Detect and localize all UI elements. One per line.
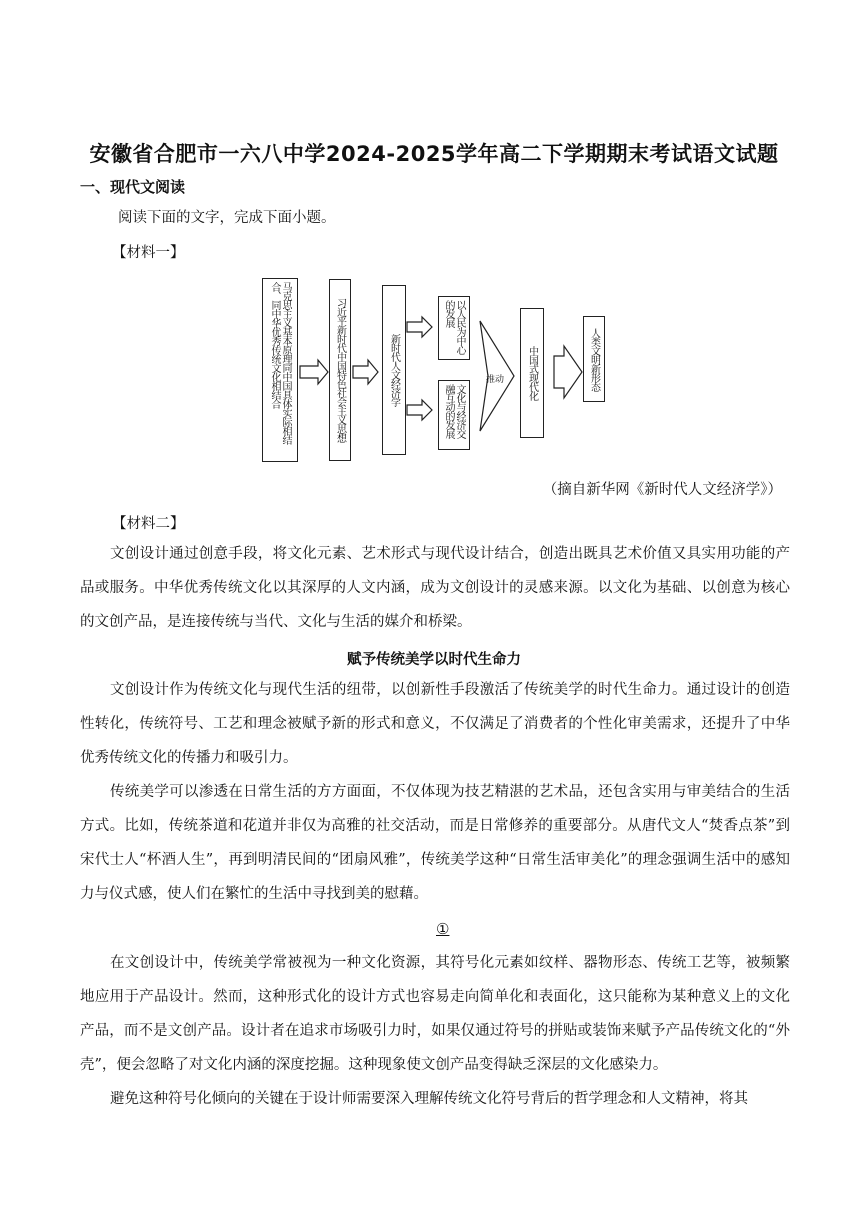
paragraph-5: 避免这种符号化倾向的关键在于设计师需要深入理解传统文化符号背后的哲学理念和人文精神，将其 bbox=[110, 1091, 748, 1107]
arrow-icon bbox=[407, 400, 432, 420]
diagram-box-3: 新时代人文经济学 bbox=[382, 285, 406, 455]
paragraph-2: 文创设计作为传统文化与现代生活的纽带，以创新性手段激活了传统美学的时代生命力。通过设计的创造性转化，传统符号、工艺和理念被赋予新的形式和意义，不仅满足了消费者的个性化审美需求，还提升了中华优秀传统文化的传播力和吸引力。 bbox=[80, 682, 790, 766]
diagram-box-5: 文化与经济交融互动的发展 bbox=[438, 380, 470, 450]
instruction-text: 阅读下面的文字，完成下面小题。 bbox=[118, 210, 336, 226]
flow-diagram bbox=[258, 276, 618, 466]
diagram-box-6: 中国式现代化 bbox=[520, 308, 544, 438]
diagram-box-4: 以人民为中心的发展 bbox=[438, 296, 470, 360]
diagram-box-7: 人类文明新形态 bbox=[583, 316, 605, 402]
material2-label: 【材料二】 bbox=[112, 516, 185, 532]
arrow-icon bbox=[300, 360, 328, 384]
arrow-icon bbox=[554, 346, 582, 398]
section-heading: 一、现代文阅读 bbox=[80, 178, 186, 196]
paragraph-1: 文创设计通过创意手段，将文化元素、艺术形式与现代设计结合，创造出既具艺术价值又具实用功能的产品或服务。中华优秀传统文化以其深厚的人文内涵，成为文创设计的灵感来源。以文化为基础、以创意为核心的文创产品，是连接传统与当代、文化与生活的媒介和桥梁。 bbox=[80, 546, 790, 630]
material1-label: 【材料一】 bbox=[112, 245, 185, 261]
diagram-box-2: 习近平新时代中国特色社会主义思想 bbox=[329, 279, 351, 461]
blank-marker: ① bbox=[436, 920, 450, 938]
arrow-icon bbox=[353, 360, 378, 384]
push-label: 推动 bbox=[486, 375, 505, 385]
diagram-box-1: 马克思主义基本原理同中国具体实际相结合、同中华优秀传统文化相结合 bbox=[262, 278, 298, 462]
paragraph-4: 在文创设计中，传统美学常被视为一种文化资源，其符号化元素如纹样、器物形态、传统工艺等，被频繁地应用于产品设计。然而，这种形式化的设计方式也容易走向简单化和表面化，这只能称为某种意义上的文化产品，而不是文创产品。设计者在追求市场吸引力时，如果仅通过符号的拼贴或装饰来赋予产品传统文化的“外壳”，便会忽略了对文化内涵的深度挖掘。这种现象使文创产品变得缺乏深层的文化感染力。 bbox=[80, 955, 790, 1073]
arrow-icon bbox=[407, 317, 432, 337]
source-citation: （摘自新华网《新时代人文经济学》） bbox=[542, 482, 782, 498]
subheading: 赋予传统美学以时代生命力 bbox=[347, 652, 521, 668]
paragraph-3: 传统美学可以渗透在日常生活的方方面面，不仅体现为技艺精湛的艺术品，还包含实用与审美结合的生活方式。比如，传统茶道和花道并非仅为高雅的社交活动，而是日常修养的重要部分。从唐代文人“焚香点茶”到宋代士人“杯酒人生”，再到明清民间的“团扇风雅”，传统美学这种“日常生活审美化”的理念强调生活中的感知力与仪式感，使人们在繁忙的生活中寻找到美的慰藉。 bbox=[80, 784, 790, 902]
page-title: 安徽省合肥市一六八中学2024-2025学年高二下学期期末考试语文试题 bbox=[89, 142, 779, 166]
